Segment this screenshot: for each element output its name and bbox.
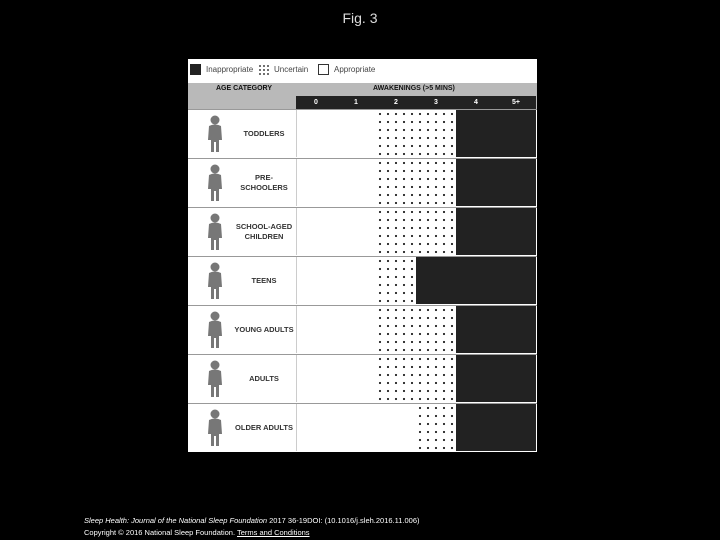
table-row <box>188 207 537 255</box>
appropriate-cell <box>296 159 376 206</box>
uncertain-cell <box>416 404 456 451</box>
legend-swatch-dotted <box>258 64 269 75</box>
inappropriate-cell <box>456 208 536 255</box>
uncertain-cell <box>376 208 456 255</box>
inappropriate-cell <box>456 306 536 353</box>
age-category-header: AGE CATEGORY <box>216 85 273 92</box>
preschooler-silhouette-icon <box>202 163 228 203</box>
inappropriate-cell <box>456 355 536 402</box>
figure-caption <box>84 516 420 525</box>
table-row <box>188 256 537 304</box>
column-header-3: 3 <box>434 99 438 106</box>
young-adults-silhouette-icon <box>202 310 228 350</box>
inappropriate-cell <box>456 159 536 206</box>
table-row <box>188 354 537 402</box>
age-category-label: YOUNG ADULTS <box>234 325 294 334</box>
table-row <box>188 109 537 157</box>
figure-panel <box>188 59 537 452</box>
legend-label-inappropriate: Inappropriate <box>206 65 254 74</box>
legend <box>188 59 537 82</box>
appropriate-cell <box>296 208 376 255</box>
table-row <box>188 305 537 353</box>
legend-appropriate <box>318 64 375 75</box>
column-header-2: 2 <box>394 99 398 106</box>
uncertain-cell <box>376 257 416 304</box>
uncertain-cell <box>376 306 456 353</box>
legend-swatch-white <box>318 64 329 75</box>
older-adult-silhouette-icon <box>202 408 228 448</box>
column-header-0: 0 <box>314 99 318 106</box>
figure-title: Fig. 3 <box>342 10 378 26</box>
age-category-label: TEENS <box>251 276 277 285</box>
legend-label-appropriate: Appropriate <box>334 65 376 74</box>
age-category-label: SCHOOL-AGED CHILDREN <box>235 222 293 241</box>
inappropriate-cell <box>416 257 536 304</box>
column-header-1: 1 <box>354 99 358 106</box>
legend-label-uncertain: Uncertain <box>274 65 309 74</box>
uncertain-cell <box>376 355 456 402</box>
appropriate-cell <box>296 306 376 353</box>
appropriate-cell <box>296 257 376 304</box>
teen-silhouette-icon <box>202 261 228 301</box>
age-category-label: PRE-SCHOOLERS <box>240 173 288 192</box>
journal-name: Sleep Health: Journal of the National Sleep Foundation <box>84 516 268 525</box>
appropriate-cell <box>296 110 376 157</box>
school-child-silhouette-icon <box>202 212 228 252</box>
age-category-label: TODDLERS <box>243 129 285 138</box>
inappropriate-cell <box>456 110 536 157</box>
table-row <box>188 403 537 451</box>
terms-link[interactable]: Terms and Conditions <box>237 528 310 537</box>
age-category-label: ADULTS <box>249 374 279 383</box>
legend-uncertain <box>258 64 308 75</box>
age-category-label: OLDER ADULTS <box>235 423 293 432</box>
uncertain-cell <box>376 159 456 206</box>
inappropriate-cell <box>456 404 536 451</box>
appropriate-cell <box>296 404 416 451</box>
column-number-row <box>296 96 536 109</box>
legend-swatch-dark <box>190 64 201 75</box>
table-row <box>188 158 537 206</box>
column-header-5: 5+ <box>512 99 520 106</box>
uncertain-cell <box>376 110 456 157</box>
copyright-text: Copyright © 2016 National Sleep Foundation. <box>84 528 236 537</box>
appropriate-cell <box>296 355 376 402</box>
toddler-silhouette-icon <box>202 114 228 154</box>
copyright-line <box>84 528 310 537</box>
adults-silhouette-icon <box>202 359 228 399</box>
column-header-4: 4 <box>474 99 478 106</box>
legend-inappropriate <box>190 64 253 75</box>
awakenings-header: AWAKENINGS (>5 MINS) <box>373 85 455 92</box>
citation-details: 2017 36-19DOI: (10.1016/j.sleh.2016.11.006) <box>267 516 420 525</box>
